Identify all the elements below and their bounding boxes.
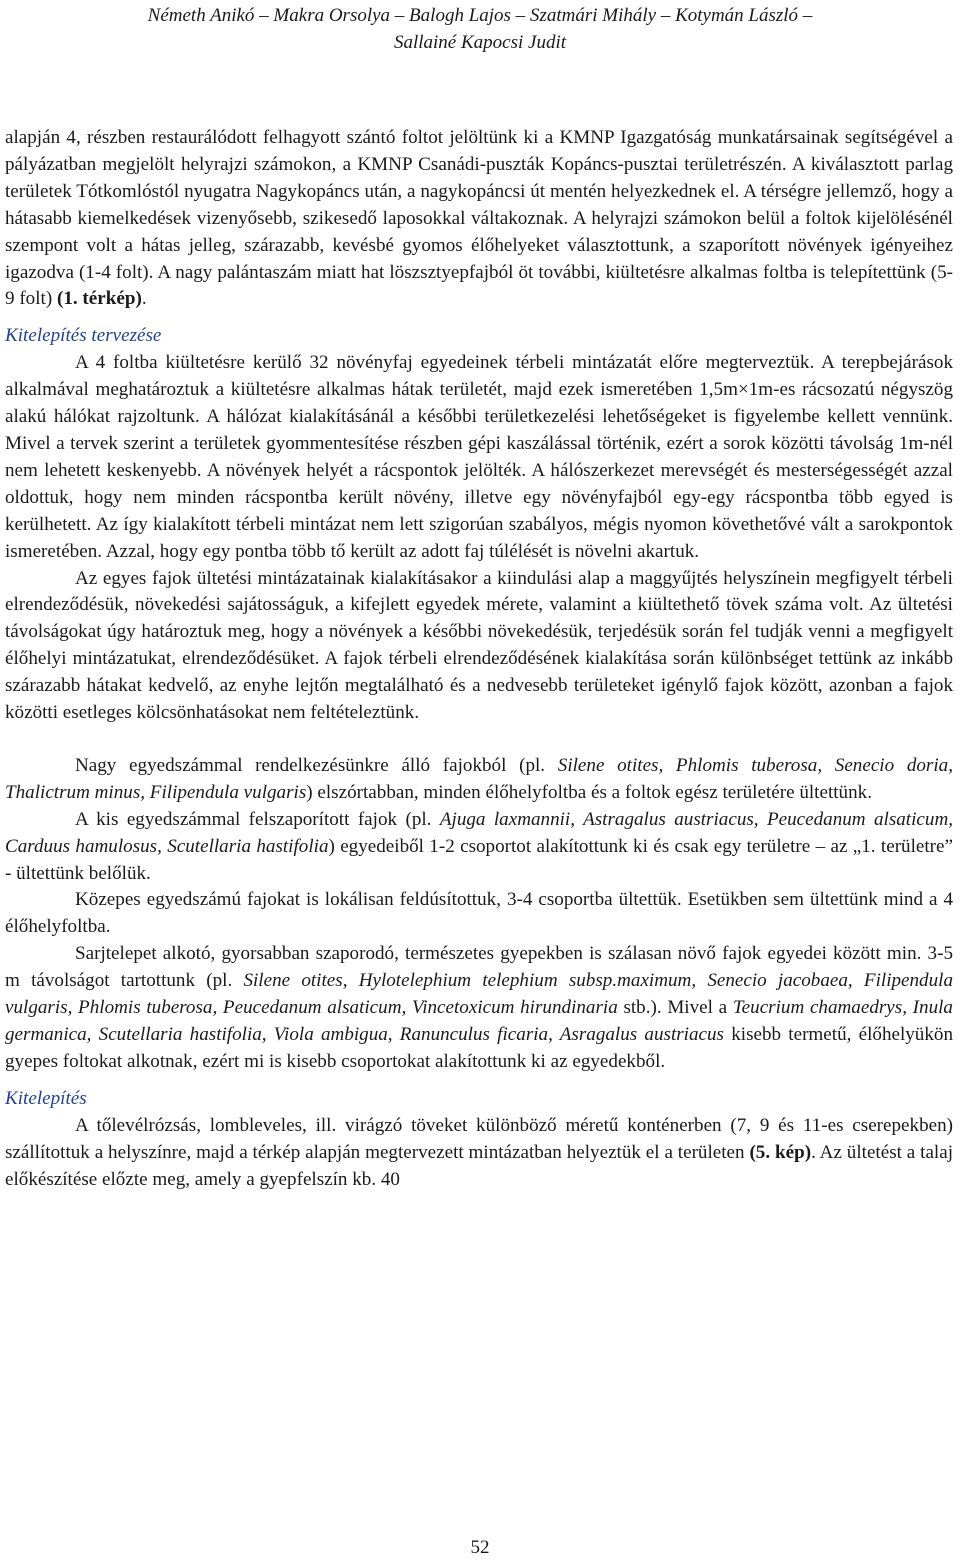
- paragraph-planning-grid: A 4 foltba kiültetésre kerülő 32 növényfaj egyedeinek térbeli mintázatát előre megterveztük. A terepbejárások alkalmával meghatároztuk a kiültetésre alkalmas hátak területét, majd ezek ismeretében 1,5m×1m-es rácsozatú négyszög alakú hálókat rajzoltunk. A hálózat kialakításánál a későbbi területkezelési lehetőségeket is figyelembe kellett vennünk. Mivel a tervek szerint a területek gyommentesítése részben gépi kaszálással történik, ezért a sorok közötti távolság 1m-nél nem lehetett keskenyebb. A növények helyét a rácspontok jelölték. A hálószerkezet merevségét és mesterségességét azzal oldottuk, hogy nem minden rácspontba került növény, illetve egy növényfajból egy-egy rácspontba több egyed is kerülhetett. Az így kialakított térbeli mintázat nem lett szigorúan szabályos, mégis nyomon követhetővé vált a sarokpontok ismeretében. Azzal, hogy egy pontba több tő került az adott faj túlélését is növelni akartuk.: [5, 352, 953, 562]
- paragraph-clonal-species: Sarjtelepet alkotó, gyorsabban szaporodó, természetes gyepekben is szálasan növő fajok egyedei között min. 3-5 m távolságot tartottunk (pl. Silene otites, Hylotelephium telephium subsp.maximum, Senecio jacobaea, Filipendula vulgaris, Phlomis tuberosa, Peucedanum alsaticum, Vincetoxicum hirundinaria stb.). Mivel a Teucrium chamaedrys, Inula germanica, Scutellaria hastifolia, Viola ambigua, Ranunculus ficaria, Asragalus austriacus kisebb termetű, élőhelyükön gyepes foltokat alkotnak, ezért mi is kisebb csoportokat alakítottunk ki az egyedekből.: [5, 943, 954, 1072]
- header-authors-line2: Sallainé Kapocsi Judit: [393, 32, 567, 53]
- paragraph-large-populations: Nagy egyedszámmal rendelkezésünkre álló fajokból (pl. Silene otites, Phlomis tuberosa, Senecio doria, Thalictrum minus, Filipendula vulgaris) elszórtabban, minden élőhelyfoltba és a foltok egész területére ültettünk.: [5, 754, 953, 803]
- paragraph-planting-patterns: Az egyes fajok ültetési mintázatainak kialakításakor a kiindulási alap a maggyűjtés helyszínein megfigyelt térbeli elrendeződésük, növekedési sajátosságuk, a kifejlett egyedek mérete, valamint a kiültethető tövek száma volt. Az ültetési távolságokat úgy határoztuk meg, hogy a növények a későbbi növekedésük, terjedésük során fel tudják venni a megfigyelt élőhelyi mintázatukat, elrendeződésüket. A fajok térbeli elrendeződésének kialakítása során különbséget tettünk az inkább szárazabb hátakat kedvelő, az enyhe lejtőn megtalálható és a nedvesebb területeket igénylő fajok között, azonban a fajok közötti esetleges kölcsönhatásokat nem feltételeztünk.: [5, 567, 953, 724]
- paragraph-planting: A tőlevélrózsás, lombleveles, ill. virágzó töveket különböző méretű konténerben (7, 9 és 11-es cserepekben) szállítottuk a helyszínre, majd a térkép alapján megtervezett mintázatban helyeztük el a területen (5. kép). Az ültetést a talaj előkészítése előzte meg, amely a gyepfelszín kb. 40: [5, 1114, 954, 1190]
- species-list: Teucrium chamaedrys, Inula germanica, Scutellaria hastifolia, Viola ambigua, Ranunculus ficaria, Asragalus austriacus: [5, 997, 953, 1045]
- species-list: Silene otites, Hylotelephium telephium subsp.maximum, Senecio jacobaea, Filipendula vulgaris, Phlomis tuberosa, Peucedanum alsaticum, Vincetoxicum hirundinaria: [5, 970, 954, 1019]
- photo-reference: (5. kép): [749, 1141, 812, 1163]
- species-list: Ajuga laxmannii, Astragalus austriacus, Peucedanum alsaticum, Carduus hamulosus, Scutellaria hastifolia: [5, 808, 954, 857]
- section-heading-planning: Kitelepítés tervezése: [5, 325, 162, 347]
- header-authors-line1: Németh Anikó – Makra Orsolya – Balogh Lajos – Szatmári Mihály – Kotymán László –: [147, 5, 813, 26]
- page-number: 52: [470, 1537, 490, 1558]
- section-heading-planting: Kitelepítés: [5, 1087, 87, 1109]
- species-list: Silene otites, Phlomis tuberosa, Senecio doria, Thalictrum minus, Filipendula vulgaris: [5, 754, 953, 803]
- paragraph-small-populations: A kis egyedszámmal felszaporított fajok (pl. Ajuga laxmannii, Astragalus austriacus, Peucedanum alsaticum, Carduus hamulosus, Scutellaria hastifolia) egyedeiből 1-2 csoportot alakítottunk ki és csak egy területre – az „1. területre” - ültettünk belőlük.: [5, 808, 954, 884]
- paragraph-medium-populations: Közepes egyedszámú fajokat is lokálisan feldúsítottuk, 3-4 csoportba ültettük. Esetükben sem ültettünk mind a 4 élőhelyfoltba.: [5, 889, 953, 938]
- body-text: [5, 125, 953, 1193]
- map-reference: (1. térkép): [56, 288, 142, 310]
- paragraph-site-selection: alapján 4, részben restaurálódott felhagyott szántó foltot jelöltünk ki a KMNP Igazgatóság munkatársainak segítségével a pályázatban megjelölt helyrajzi számokon, a KMNP Csanádi-puszták Kopáncs-pusztai területrészén. A kiválasztott parlag területek Tótkomlóstól nyugatra Nagykopáncs után, a nagykopáncsi út mentén helyezkednek el. A térségre jellemző, hogy a hátasabb kiemelkedések vizenyősebb, szikesedő laposokkal váltakoznak. A helyrajzi számokon belül a foltok kijelölésénél szempont volt a hátas jelleg, szárazabb, kevésbé gyomos élőhelyeket választottunk, a szaporított növények igényeihez igazodva (1-4 folt). A nagy palántaszám miatt hat löszsztyepfajból öt további, kiültetésre alkalmas foltba is telepítettünk (5-9 folt) (1. térkép).: [5, 127, 953, 310]
- running-header: [0, 0, 960, 56]
